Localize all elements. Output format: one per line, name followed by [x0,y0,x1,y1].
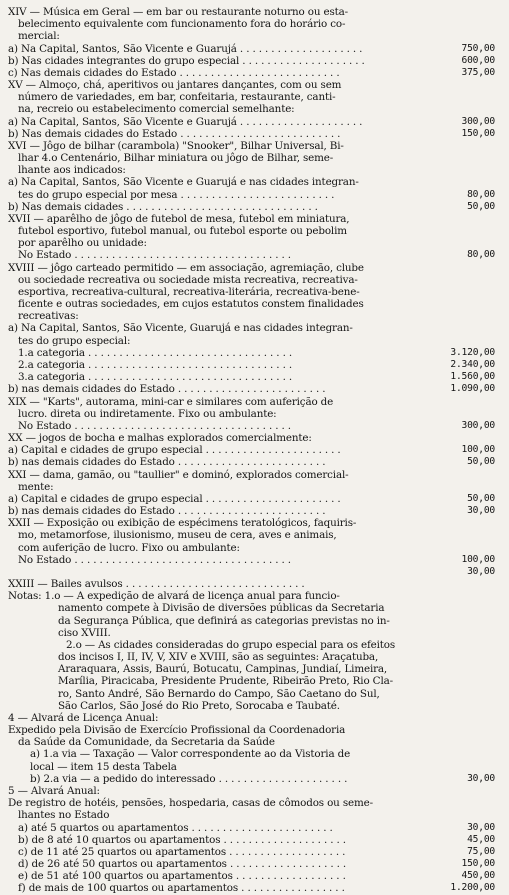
text-line [8,554,495,566]
line-text: b) nas demais cidades do Estado . . . . . . . . . . . . . . . . . . . . . . . . [8,383,326,396]
amount-value: 100,00 [461,444,495,456]
text-line [8,615,495,627]
text-line [8,30,495,42]
text-line [8,176,495,188]
amount-value: 30,00 [467,821,495,833]
text-line [8,797,495,809]
text-line [8,602,495,614]
line-text: a) Na Capital, Santos, São Vicente e Guarujá . . . . . . . . . . . . . . . . . . . . [8,115,363,128]
text-line [8,809,495,821]
text-line [8,164,495,176]
text-line [8,639,495,651]
amount-value: 2.340,00 [450,358,495,370]
line-text: por aparêlho ou unidade: [18,237,147,250]
text-line [8,298,495,310]
line-text: a) 1.a via — Taxação — Valor correspondente ao da Vistoria de [30,748,351,761]
text-line [8,432,495,444]
text-line [8,335,495,347]
amount-value: 375,00 [461,66,495,78]
line-text: lhar 4.o Centenário, Bilhar miniatura ou jôgo de Bilhar, seme- [18,152,334,165]
line-text: a) Na Capital, Santos, São Vicente e Guarujá . . . . . . . . . . . . . . . . . . . . [8,42,363,55]
line-text: XIV — Música em Geral — em bar ou restaurante noturno ou esta- [8,6,348,18]
line-text: Marília, Piracicaba, Presidente Prudente, Ribeirão Preto, Rio Cla- [58,675,393,688]
text-line [8,383,495,395]
line-text: 4 — Alvará de Licença Anual: [8,711,159,724]
text-line [8,18,495,30]
line-text: 3.a categoria . . . . . . . . . . . . . . . . . . . . . . . . . . . . . . . . . [18,371,292,384]
text-line [8,566,495,578]
line-text: mo, metamorfose, ilusionismo, museu de cera, aves e animais, [18,529,337,542]
line-text: f) de mais de 100 quartos ou apartamentos . . . . . . . . . . . . . . . . . [18,882,345,895]
amount-value: 3.120,00 [450,346,495,358]
line-text: XXII — Exposição ou exibição de espécimens teratológicos, faquiris- [8,517,357,530]
line-text: b) Nas cidades integrantes do grupo especial . . . . . . . . . . . . . . . . . . . . [8,54,365,67]
line-text: a) até 5 quartos ou apartamentos . . . . . . . . . . . . . . . . . . . . . . . [18,821,333,834]
amount-value: 45,00 [467,833,495,845]
line-text: c) de 11 até 25 quartos ou apartamentos . . . . . . . . . . . . . . . . . . . [18,845,346,858]
line-text: b) Nas demais cidades . . . . . . . . . . . . . . . . . . . . . . . . . . . . . . . [8,200,318,213]
amount-value: 30,00 [467,505,495,517]
line-text: ficente e outras sociedades, em cujos estatutos constem finalidades [18,298,364,311]
line-text: XXI — dama, gamão, ou "taullier" e dominó, explorados comercial- [8,468,349,481]
text-line [8,371,495,383]
line-text: b) Nas demais cidades do Estado . . . . . . . . . . . . . . . . . . . . . . . . . . [8,127,341,140]
line-text: ou sociedade recreativa ou sociedade mista recreativa, recreativa- [18,273,358,286]
text-line [8,834,495,846]
amount-value: 150,00 [461,858,495,870]
line-text: 1.a categoria . . . . . . . . . . . . . . . . . . . . . . . . . . . . . . . . . [18,346,292,359]
line-text: 2.o — As cidades consideradas do grupo especial para os efeitos [66,638,396,651]
text-line [8,396,495,408]
text-line [8,213,495,225]
line-text: namento compete à Divisão de diversões públicas da Secretaria [58,602,385,615]
text-line [8,578,495,590]
text-line [8,91,495,103]
line-text: e) de 51 até 100 quartos ou apartamentos . . . . . . . . . . . . . . . . . . [18,870,346,883]
amount-value: 50,00 [467,456,495,468]
line-text: esportiva, recreativa-cultural, recreativa-literária, recreativa-bene- [18,285,360,298]
amount-value: 50,00 [467,200,495,212]
text-line [8,773,495,785]
line-text: futebol esportivo, futebol manual, ou futebol esporte ou pebolim [18,225,347,238]
line-text: b) 2.a via — a pedido do interessado . . . . . . . . . . . . . . . . . . . . . [30,772,348,785]
line-text: a) Na Capital, Santos, São Vicente e Guarujá e nas cidades integran- [8,176,359,189]
line-text: a) Capital e cidades de grupo especial . . . . . . . . . . . . . . . . . . . . . . [8,444,341,457]
text-line [8,858,495,870]
amount-value: 450,00 [461,870,495,882]
line-text: número de variedades, em bar, confeitaria, restaurante, canti- [18,91,336,104]
text-line [8,517,495,529]
amount-value: 150,00 [461,127,495,139]
text-line [8,761,495,773]
amount-value: 300,00 [461,115,495,127]
amount-value: 75,00 [467,845,495,857]
line-text: recreativas: [18,310,79,323]
line-text: b) nas demais cidades do Estado . . . . . . . . . . . . . . . . . . . . . . . . [8,456,326,469]
line-text: XXIII — Bailes avulsos . . . . . . . . . . . . . . . . . . . . . . . . . . . . . [8,578,305,591]
amount-value: 80,00 [467,249,495,261]
text-line [8,748,495,760]
amount-value: 600,00 [461,54,495,66]
line-text: da Saúde da Comunidade, da Secretaria da Saúde [18,736,275,749]
text-line [8,882,495,894]
text-line [8,55,495,67]
amount-value: 80,00 [467,188,495,200]
line-text: No Estado . . . . . . . . . . . . . . . . . . . . . . . . . . . . . . . . . . . [18,553,291,566]
text-line [8,846,495,858]
text-line [8,6,495,18]
line-text: lhante aos indicados: [18,164,126,177]
text-line [8,822,495,834]
text-line [8,67,495,79]
text-line [8,481,495,493]
text-line [8,347,495,359]
line-text: tes do grupo especial por mesa . . . . . . . . . . . . . . . . . . . . . . . . . [18,188,335,201]
text-line [8,262,495,274]
line-text: a) Capital e cidades de grupo especial . . . . . . . . . . . . . . . . . . . . . . [8,492,341,505]
text-line [8,286,495,298]
line-text: mercial: [18,30,60,43]
text-line [8,128,495,140]
text-line [8,116,495,128]
line-text: 5 — Alvará Anual: [8,785,100,797]
line-text: b) de 8 até 10 quartos ou apartamentos . . . . . . . . . . . . . . . . . . . . [18,833,346,846]
line-text: XX — jogos de bocha e malhas explorados comercialmente: [8,432,312,445]
text-line [8,505,495,517]
text-line [8,310,495,322]
amount-value: 100,00 [461,553,495,565]
text-line [8,688,495,700]
amount-value: 750,00 [461,42,495,54]
line-text: De registro de hotéis, pensões, hospedaria, casas de cômodos ou seme- [8,797,373,810]
line-text: ro, Santo André, São Bernardo do Campo, São Caetano do Sul, [58,687,380,700]
line-text: XVIII — jôgo carteado permitido — em associação, agremiação, clube [8,261,364,274]
line-text: dos incisos I, II, IV, V, XIV e XVIII, são as seguintes: Araçatuba, [58,651,379,664]
text-line [8,201,495,213]
line-text: a) Na Capital, Santos, São Vicente, Guarujá e nas cidades integran- [8,322,353,335]
amount-value: 300,00 [461,419,495,431]
line-text: Expedido pela Divisão de Exercício Profissional da Coordenadoria [8,724,346,737]
text-line [8,237,495,249]
amount-value: 30,00 [467,772,495,784]
amount-value: 30,00 [467,565,495,577]
text-line [8,870,495,882]
text-line [8,420,495,432]
line-text: XIX — "Karts", autorama, mini-car e similares com auferição de [8,395,334,408]
text-line [8,542,495,554]
text-line [8,675,495,687]
line-text: tes do grupo especial: [18,334,131,347]
text-line [8,274,495,286]
text-line [8,79,495,91]
line-text: No Estado . . . . . . . . . . . . . . . . . . . . . . . . . . . . . . . . . . . [18,249,291,262]
text-line [8,456,495,468]
text-line [8,529,495,541]
text-line [8,189,495,201]
text-line [8,43,495,55]
line-text: lhantes no Estado [18,809,110,822]
amount-value: 1.090,00 [450,383,495,395]
line-text: b) nas demais cidades do Estado . . . . . . . . . . . . . . . . . . . . . . . . [8,505,326,518]
line-text: ciso XVIII. [58,626,111,639]
text-line [8,736,495,748]
line-text: c) Nas demais cidades do Estado . . . . . . . . . . . . . . . . . . . . . . . . . . [8,66,340,79]
amount-value: 50,00 [467,492,495,504]
text-line [8,103,495,115]
line-text: XVI — Jôgo de bilhar (carambola) "Snooker", Bilhar Universal, Bi- [8,139,344,152]
line-text: No Estado . . . . . . . . . . . . . . . . . . . . . . . . . . . . . . . . . . . [18,419,291,432]
line-text: d) de 26 até 50 quartos ou apartamentos . . . . . . . . . . . . . . . . . . . [18,858,347,871]
text-line [8,140,495,152]
text-line [8,408,495,420]
line-text: São Carlos, São José do Rio Preto, Sorocaba e Taubaté. [58,699,340,712]
line-text: belecimento equivalente com funcionamento fora do horário co- [18,18,346,31]
text-line [8,444,495,456]
amount-value: 1.200,00 [450,882,495,894]
line-text: mente: [18,480,54,493]
text-line [8,493,495,505]
line-text: 2.a categoria . . . . . . . . . . . . . . . . . . . . . . . . . . . . . . . . . [18,358,292,371]
line-text: XVII — aparêlho de jôgo de futebol de mesa, futebol em miniatura, [8,212,350,225]
text-line [8,152,495,164]
text-line [8,663,495,675]
line-text: lucro. direta ou indiretamente. Fixo ou ambulante: [18,407,277,420]
text-line [8,712,495,724]
text-line [8,627,495,639]
line-text: da Segurança Pública, que definirá as categorias previstas no in- [58,614,390,627]
text-line [8,322,495,334]
amount-value: 1.560,00 [450,371,495,383]
text-line [8,590,495,602]
line-text: com auferição de lucro. Fixo ou ambulante: [18,541,240,554]
text-line [8,785,495,797]
line-text: Notas: 1.o — A expedição de alvará de licença anual para funcio- [8,590,340,603]
line-text: Araraquara, Assis, Baurú, Botucatu, Campinas, Jundiaí, Limeira, [58,663,388,676]
line-text: local — item 15 desta Tabela [30,760,177,773]
text-line [8,469,495,481]
line-text: XV — Almoço, chá, aperitivos ou jantares dançantes, com ou sem [8,79,342,92]
line-text: na, recreio ou estabelecimento comercial semelhante: [18,103,295,116]
text-line [8,651,495,663]
text-line [8,225,495,237]
text-line [8,724,495,736]
text-line [8,359,495,371]
text-line [8,700,495,712]
text-line [8,249,495,261]
